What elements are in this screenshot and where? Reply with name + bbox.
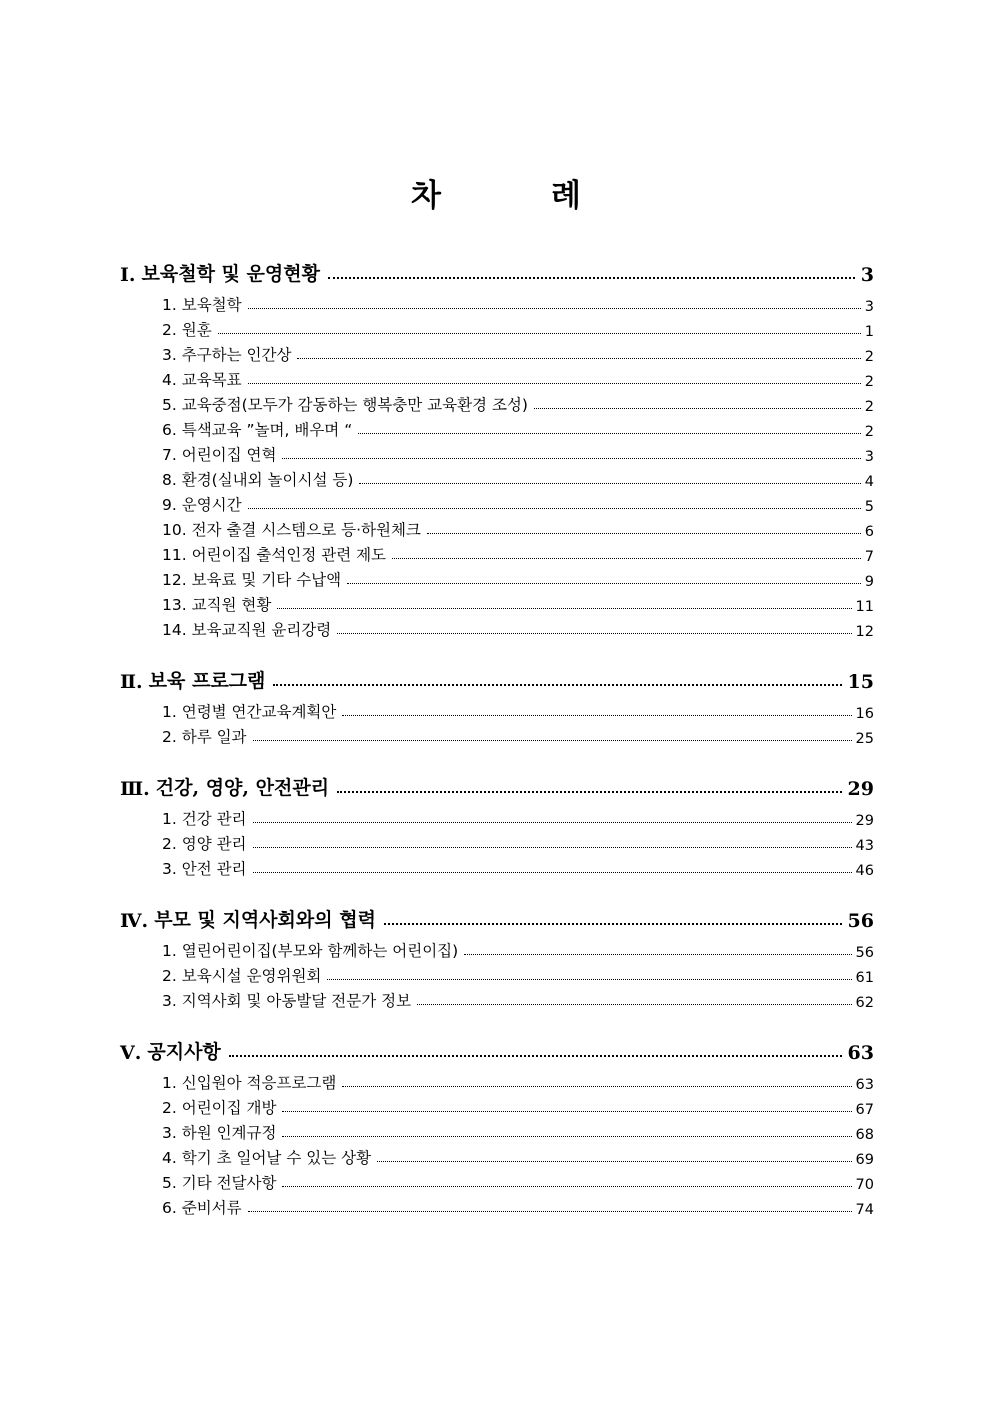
dot-leader: [248, 1211, 852, 1212]
toc-item-list: [120, 290, 874, 640]
toc-item[interactable]: [120, 515, 874, 540]
toc-item-page-number: 46: [855, 863, 874, 879]
section-page-number: 63: [847, 1042, 874, 1064]
section-page-number: 56: [847, 910, 874, 932]
toc-item[interactable]: [120, 804, 874, 829]
dot-leader: [253, 872, 852, 873]
toc-item-page-number: 6: [864, 524, 874, 540]
toc-item[interactable]: [120, 440, 874, 465]
toc-item-label: 2. 어린이집 개방: [162, 1099, 277, 1117]
toc-item[interactable]: [120, 1143, 874, 1168]
toc-item[interactable]: [120, 390, 874, 415]
page-title: [0, 170, 992, 215]
toc-item-label: 1. 신입원아 적응프로그램: [162, 1074, 337, 1092]
toc-item[interactable]: [120, 697, 874, 722]
dot-leader: [337, 791, 841, 793]
dot-leader: [282, 458, 860, 459]
toc-item-label: 2. 원훈: [162, 321, 212, 339]
toc-item[interactable]: [120, 565, 874, 590]
toc-item[interactable]: [120, 961, 874, 986]
toc-item[interactable]: [120, 854, 874, 879]
toc-item-label: 2. 하루 일과: [162, 728, 247, 746]
toc-item-page-number: 2: [864, 399, 874, 415]
dot-leader: [392, 558, 861, 559]
toc-item-page-number: 63: [855, 1077, 874, 1093]
dot-leader: [297, 358, 860, 359]
dot-leader: [347, 583, 861, 584]
dot-leader: [342, 1086, 851, 1087]
toc-item-page-number: 3: [864, 449, 874, 465]
toc-item-label: 8. 환경(실내외 놀이시설 등): [162, 471, 354, 489]
toc-item-page-number: 2: [864, 424, 874, 440]
toc-item[interactable]: [120, 936, 874, 961]
dot-leader: [248, 508, 861, 509]
toc-item-page-number: 25: [855, 731, 874, 747]
toc-item-label: 3. 추구하는 인간상: [162, 346, 292, 364]
toc-item-label: 1. 열린어린이집(부모와 함께하는 어린이집): [162, 942, 459, 960]
section-title: 건강, 영양, 안전관리: [155, 777, 330, 799]
toc-item[interactable]: [120, 340, 874, 365]
dot-leader: [273, 684, 841, 686]
toc-item[interactable]: [120, 1093, 874, 1118]
toc-item[interactable]: [120, 590, 874, 615]
toc-item-label: 14. 보육교직원 윤리강령: [162, 621, 332, 639]
toc-item-page-number: 56: [855, 945, 874, 961]
toc-item[interactable]: [120, 1168, 874, 1193]
section-title: 보육철학 및 운영현황: [141, 263, 320, 285]
toc-item-label: 11. 어린이집 출석인정 관련 제도: [162, 546, 387, 564]
dot-leader: [253, 847, 852, 848]
dot-leader: [534, 408, 861, 409]
toc-section: [120, 768, 874, 879]
dot-leader: [277, 608, 851, 609]
toc-item-label: 3. 하원 인계규정: [162, 1124, 277, 1142]
toc-item[interactable]: [120, 615, 874, 640]
toc-item-page-number: 12: [855, 624, 874, 640]
section-numeral: Ⅰ.: [120, 264, 136, 286]
toc-item-page-number: 9: [864, 574, 874, 590]
dot-leader: [248, 308, 861, 309]
dot-leader: [253, 740, 852, 741]
table-of-contents: [120, 254, 874, 1239]
toc-item[interactable]: [120, 465, 874, 490]
toc-item[interactable]: [120, 1193, 874, 1218]
toc-item-label: 4. 교육목표: [162, 371, 242, 389]
dot-leader: [337, 633, 851, 634]
toc-item-label: 9. 운영시간: [162, 496, 242, 514]
toc-section-heading[interactable]: [120, 1032, 874, 1064]
dot-leader: [417, 1004, 852, 1005]
toc-item[interactable]: [120, 540, 874, 565]
dot-leader: [327, 979, 851, 980]
toc-item-label: 10. 전자 출결 시스템으로 등·하원체크: [162, 521, 421, 539]
toc-item-page-number: 3: [864, 299, 874, 315]
toc-item[interactable]: [120, 1068, 874, 1093]
section-page-number: 15: [847, 671, 874, 693]
toc-item-list: [120, 936, 874, 1011]
dot-leader: [377, 1161, 851, 1162]
toc-item-page-number: 4: [864, 474, 874, 490]
toc-section: [120, 1032, 874, 1218]
dot-leader: [229, 1055, 842, 1057]
toc-item[interactable]: [120, 290, 874, 315]
dot-leader: [358, 433, 861, 434]
toc-item-label: 1. 건강 관리: [162, 810, 247, 828]
section-title: 부모 및 지역사회와의 협력: [154, 909, 376, 931]
section-numeral: Ⅳ.: [120, 910, 149, 932]
page-title-left: 차: [411, 178, 441, 214]
toc-item-label: 1. 보육철학: [162, 296, 242, 314]
toc-item-label: 4. 학기 초 일어날 수 있는 상황: [162, 1149, 372, 1167]
toc-item-page-number: 1: [864, 324, 874, 340]
toc-item-label: 2. 영양 관리: [162, 835, 247, 853]
dot-leader: [282, 1136, 851, 1137]
dot-leader: [328, 277, 855, 279]
toc-item[interactable]: [120, 490, 874, 515]
toc-item-label: 1. 연령별 연간교육계획안: [162, 703, 337, 721]
toc-item[interactable]: [120, 1118, 874, 1143]
section-numeral: Ⅱ.: [120, 671, 143, 693]
toc-item-page-number: 62: [855, 995, 874, 1011]
toc-item[interactable]: [120, 829, 874, 854]
toc-item-page-number: 68: [855, 1127, 874, 1143]
dot-leader: [218, 333, 861, 334]
toc-item-label: 7. 어린이집 연혁: [162, 446, 277, 464]
toc-item[interactable]: [120, 722, 874, 747]
toc-section: [120, 254, 874, 640]
section-page-number: 3: [860, 264, 874, 286]
toc-section: [120, 661, 874, 747]
toc-section-heading[interactable]: [120, 768, 874, 800]
toc-item-page-number: 2: [864, 374, 874, 390]
toc-item[interactable]: [120, 315, 874, 340]
toc-item-label: 6. 특색교육 ”놀며, 배우며 “: [162, 421, 353, 439]
toc-section-heading[interactable]: [120, 900, 874, 932]
toc-item-label: 6. 준비서류: [162, 1199, 242, 1217]
toc-item-page-number: 5: [864, 499, 874, 515]
toc-item-page-number: 16: [855, 706, 874, 722]
toc-item-page-number: 70: [855, 1177, 874, 1193]
toc-item-page-number: 61: [855, 970, 874, 986]
dot-leader: [253, 822, 852, 823]
toc-item-list: [120, 804, 874, 879]
toc-item-page-number: 43: [855, 838, 874, 854]
toc-item-page-number: 67: [855, 1102, 874, 1118]
toc-item-label: 5. 교육중점(모두가 감동하는 행복충만 교육환경 조성): [162, 396, 528, 414]
dot-leader: [282, 1111, 851, 1112]
dot-leader: [464, 954, 851, 955]
section-numeral: Ⅲ.: [120, 778, 150, 800]
toc-item-page-number: 2: [864, 349, 874, 365]
toc-item-page-number: 29: [855, 813, 874, 829]
toc-item-list: [120, 1068, 874, 1218]
toc-item[interactable]: [120, 415, 874, 440]
dot-leader: [359, 483, 860, 484]
dot-leader: [342, 715, 851, 716]
toc-item-page-number: 7: [864, 549, 874, 565]
toc-item-label: 5. 기타 전달사항: [162, 1174, 277, 1192]
section-page-number: 29: [847, 778, 874, 800]
toc-section-heading[interactable]: [120, 661, 874, 693]
toc-section-heading[interactable]: [120, 254, 874, 286]
toc-item-page-number: 11: [855, 599, 874, 615]
toc-item[interactable]: [120, 986, 874, 1011]
toc-item-label: 3. 지역사회 및 아동발달 전문가 정보: [162, 992, 412, 1010]
toc-item-page-number: 74: [855, 1202, 874, 1218]
dot-leader: [427, 533, 861, 534]
section-numeral: Ⅴ.: [120, 1042, 142, 1064]
toc-item-list: [120, 697, 874, 747]
section-title: 공지사항: [147, 1041, 221, 1063]
toc-item-label: 3. 안전 관리: [162, 860, 247, 878]
dot-leader: [248, 383, 861, 384]
dot-leader: [282, 1186, 851, 1187]
dot-leader: [384, 923, 842, 925]
page-title-right: 례: [551, 178, 581, 214]
toc-item-page-number: 69: [855, 1152, 874, 1168]
toc-item-label: 2. 보육시설 운영위원회: [162, 967, 322, 985]
toc-item-label: 12. 보육료 및 기타 수납액: [162, 571, 342, 589]
section-title: 보육 프로그램: [148, 670, 266, 692]
toc-item-label: 13. 교직원 현황: [162, 596, 272, 614]
toc-item[interactable]: [120, 365, 874, 390]
toc-section: [120, 900, 874, 1011]
